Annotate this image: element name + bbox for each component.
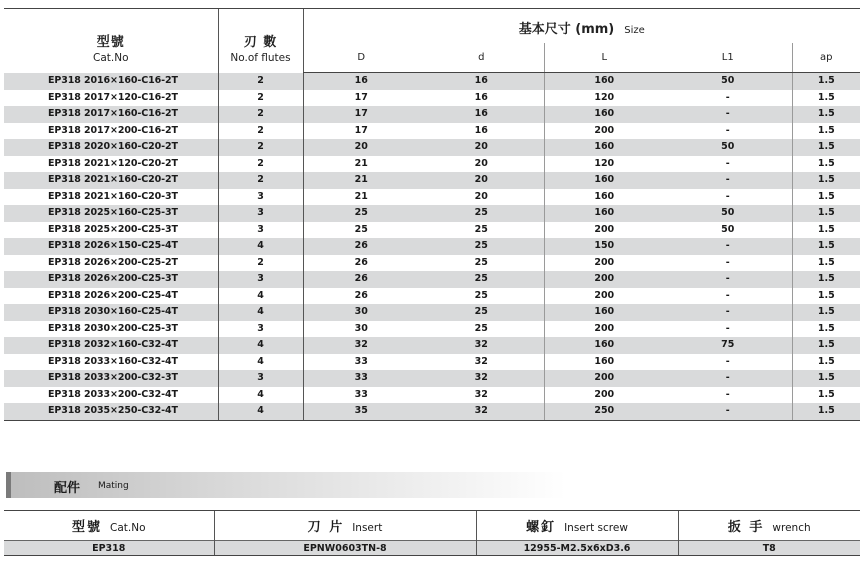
table-row	[4, 205, 860, 222]
d-cell: 32	[474, 355, 488, 367]
L1-cell: -	[725, 355, 730, 367]
cat-no-cell: EP318 2030×160-C25-4T	[4, 304, 218, 321]
table-row	[4, 73, 860, 90]
L-cell: 200	[544, 255, 664, 272]
table-row	[4, 238, 860, 255]
flutes-cell: 4	[218, 387, 303, 404]
L1-cell: -	[725, 157, 730, 169]
ap-cell: 1.5	[792, 238, 860, 255]
cat-no-cell: EP318 2033×160-C32-4T	[48, 355, 178, 367]
ap-cell: 1.5	[792, 106, 860, 123]
L1-cell: -	[664, 106, 792, 123]
L1-cell: 50	[664, 139, 792, 156]
flutes-cell: 4	[218, 354, 303, 371]
L1-cell: -	[725, 388, 730, 400]
L-cell: 160	[544, 337, 664, 354]
D-cell: 33	[303, 387, 419, 404]
ap-cell: 1.5	[792, 304, 860, 321]
mating-header-insert: 刀 片 Insert	[214, 511, 476, 541]
d-cell: 20	[419, 139, 544, 156]
d-cell: 25	[419, 238, 544, 255]
L-cell: 160	[544, 205, 664, 222]
table-row	[4, 156, 860, 173]
cat-no-cell: EP318 2021×120-C20-2T	[48, 157, 178, 169]
D-cell: 21	[303, 172, 419, 189]
ap-cell: 1.5	[792, 205, 860, 222]
mating-cat-cell: EP318	[4, 541, 214, 556]
table-row	[4, 172, 860, 189]
D-cell: 20	[303, 139, 419, 156]
mating-title: 配件	[54, 481, 81, 496]
L-cell: 200	[544, 321, 664, 338]
table-row	[4, 106, 860, 123]
ap-cell: 1.5	[792, 321, 860, 338]
flutes-cell: 4	[218, 288, 303, 305]
cat-no-cell: EP318 2033×200-C32-3T	[4, 370, 218, 387]
D-cell: 25	[303, 205, 419, 222]
d-cell: 32	[419, 370, 544, 387]
D-cell: 32	[303, 337, 419, 354]
L1-cell: 50	[664, 205, 792, 222]
cat-no-cell: EP318 2016×160-C16-2T	[4, 73, 218, 90]
cat-no-cell: EP318 2021×160-C20-3T	[48, 190, 178, 202]
table-row	[4, 288, 860, 305]
cat-no-cell: EP318 2035×250-C32-4T	[4, 403, 218, 420]
D-cell: 30	[303, 321, 419, 338]
ap-cell: 1.5	[792, 90, 860, 107]
ap-cell: 1.5	[792, 172, 860, 189]
cat-no-cell: EP318 2030×200-C25-3T	[48, 322, 178, 334]
ap-cell: 1.5	[792, 222, 860, 239]
table-row	[4, 90, 860, 107]
flutes-cell: 4	[218, 337, 303, 354]
L-cell: 120	[544, 156, 664, 173]
cat-no-header: 型號 Cat.No	[4, 9, 218, 73]
L1-cell: -	[664, 238, 792, 255]
ap-cell: 1.5	[792, 337, 860, 354]
L1-cell: -	[664, 271, 792, 288]
L-cell: 200	[544, 222, 664, 239]
size-header: 基本尺寸 (mm) Size	[303, 9, 860, 43]
L-cell: 160	[544, 354, 664, 371]
cat-no-cell: EP318 2025×160-C25-3T	[4, 205, 218, 222]
d-cell: 25	[419, 205, 544, 222]
mating-title-en: Mating	[98, 481, 129, 491]
table-row	[4, 189, 860, 206]
specification-table	[4, 8, 860, 421]
table-row	[4, 123, 860, 140]
D-cell: 26	[303, 271, 419, 288]
d-cell: 32	[419, 403, 544, 420]
d-cell: 25	[474, 322, 488, 334]
flutes-cell: 2	[218, 172, 303, 189]
D-cell: 33	[303, 370, 419, 387]
ap-cell: 1.5	[792, 255, 860, 272]
table-row	[4, 304, 860, 321]
flutes-cell: 2	[218, 255, 303, 272]
col-L-header: L	[544, 43, 664, 73]
col-L1-header: L1	[664, 43, 792, 73]
ap-cell: 1.5	[792, 123, 860, 140]
L-cell: 160	[544, 73, 664, 90]
L-cell: 120	[544, 90, 664, 107]
ap-cell: 1.5	[792, 139, 860, 156]
mating-header-wrench: 扳 手 wrench	[678, 511, 860, 541]
d-cell: 16	[474, 124, 488, 136]
ap-cell: 1.5	[792, 387, 860, 404]
D-cell: 17	[303, 123, 419, 140]
L1-cell: -	[725, 322, 730, 334]
d-cell: 16	[474, 91, 488, 103]
flutes-cell: 2	[218, 90, 303, 107]
mating-row	[4, 541, 860, 556]
L-cell: 200	[544, 387, 664, 404]
D-cell: 30	[303, 304, 419, 321]
d-cell: 32	[474, 388, 488, 400]
mating-header-screw: 螺釘 Insert screw	[476, 511, 678, 541]
d-cell: 20	[474, 190, 488, 202]
table-row	[4, 370, 860, 387]
col-D-header: D	[303, 43, 419, 73]
L1-cell: -	[725, 190, 730, 202]
cat-no-cell: EP318 2017×120-C16-2T	[48, 91, 178, 103]
table-row	[4, 337, 860, 354]
d-cell: 25	[474, 223, 488, 235]
cat-no-cell: EP318 2032×160-C32-4T	[4, 337, 218, 354]
mating-section-bar	[6, 472, 566, 498]
col-d-header: d	[419, 43, 544, 73]
flutes-cell: 4	[218, 403, 303, 420]
L-cell: 150	[544, 238, 664, 255]
D-cell: 26	[303, 238, 419, 255]
d-cell: 25	[419, 304, 544, 321]
cat-no-cell: EP318 2021×160-C20-2T	[4, 172, 218, 189]
D-cell: 35	[303, 403, 419, 420]
d-cell: 20	[474, 157, 488, 169]
L1-cell: 50	[721, 223, 735, 235]
d-cell: 16	[419, 106, 544, 123]
L-cell: 200	[544, 370, 664, 387]
mating-header-cat: 型號 Cat.No	[4, 511, 214, 541]
L-cell: 160	[544, 304, 664, 321]
flutes-cell: 3	[218, 222, 303, 239]
D-cell: 26	[303, 255, 419, 272]
mating-wrench-cell: T8	[678, 541, 860, 556]
L1-cell: 50	[664, 73, 792, 90]
cat-no-cell: EP318 2026×200-C25-3T	[4, 271, 218, 288]
D-cell: 25	[303, 222, 419, 239]
D-cell: 33	[303, 354, 419, 371]
d-cell: 25	[419, 271, 544, 288]
L1-cell: -	[725, 289, 730, 301]
table-row	[4, 222, 860, 239]
mating-table	[4, 510, 860, 556]
table-row	[4, 387, 860, 404]
cat-no-cell: EP318 2033×200-C32-4T	[48, 388, 178, 400]
L-cell: 160	[544, 106, 664, 123]
flutes-header: 刃 數 No.of flutes	[218, 9, 303, 73]
L1-cell: 75	[664, 337, 792, 354]
table-row	[4, 354, 860, 371]
L-cell: 250	[544, 403, 664, 420]
spec-rows	[4, 73, 860, 421]
flutes-cell: 4	[218, 304, 303, 321]
cat-no-cell: EP318 2025×200-C25-3T	[48, 223, 178, 235]
table-row	[4, 255, 860, 272]
L-cell: 160	[544, 189, 664, 206]
cat-no-cell: EP318 2020×160-C20-2T	[4, 139, 218, 156]
ap-cell: 1.5	[792, 271, 860, 288]
L1-cell: -	[664, 304, 792, 321]
flutes-cell: 2	[218, 139, 303, 156]
L1-cell: -	[725, 91, 730, 103]
section-bar-edge	[6, 472, 11, 498]
table-row	[4, 321, 860, 338]
flutes-cell: 2	[218, 123, 303, 140]
mating-insert-cell: EPNW0603TN-8	[214, 541, 476, 556]
flutes-cell: 2	[218, 73, 303, 90]
L1-cell: -	[664, 403, 792, 420]
cat-no-cell: EP318 2017×200-C16-2T	[48, 124, 178, 136]
D-cell: 21	[303, 189, 419, 206]
L1-cell: -	[664, 172, 792, 189]
flutes-cell: 3	[218, 205, 303, 222]
table-row	[4, 403, 860, 420]
col-ap-header: ap	[792, 43, 860, 73]
ap-cell: 1.5	[792, 370, 860, 387]
L1-cell: -	[664, 370, 792, 387]
d-cell: 25	[474, 289, 488, 301]
d-cell: 16	[419, 73, 544, 90]
D-cell: 17	[303, 90, 419, 107]
flutes-cell: 3	[218, 189, 303, 206]
flutes-cell: 4	[218, 238, 303, 255]
L-cell: 200	[544, 288, 664, 305]
L1-cell: -	[725, 124, 730, 136]
L-cell: 160	[544, 139, 664, 156]
table-row	[4, 139, 860, 156]
D-cell: 17	[303, 106, 419, 123]
cat-no-cell: EP318 2017×160-C16-2T	[4, 106, 218, 123]
flutes-cell: 3	[218, 271, 303, 288]
flutes-cell: 2	[218, 156, 303, 173]
ap-cell: 1.5	[792, 189, 860, 206]
d-cell: 32	[419, 337, 544, 354]
cat-no-cell: EP318 2026×150-C25-4T	[4, 238, 218, 255]
table-row	[4, 271, 860, 288]
cat-no-cell: EP318 2026×200-C25-2T	[48, 256, 178, 268]
d-cell: 25	[474, 256, 488, 268]
L-cell: 160	[544, 172, 664, 189]
L1-cell: -	[725, 256, 730, 268]
flutes-cell: 2	[218, 106, 303, 123]
ap-cell: 1.5	[792, 156, 860, 173]
ap-cell: 1.5	[792, 403, 860, 420]
flutes-cell: 3	[218, 321, 303, 338]
cat-no-cell: EP318 2026×200-C25-4T	[48, 289, 178, 301]
D-cell: 21	[303, 156, 419, 173]
ap-cell: 1.5	[792, 73, 860, 90]
ap-cell: 1.5	[792, 354, 860, 371]
D-cell: 16	[303, 73, 419, 90]
flutes-cell: 3	[218, 370, 303, 387]
D-cell: 26	[303, 288, 419, 305]
ap-cell: 1.5	[792, 288, 860, 305]
L-cell: 200	[544, 123, 664, 140]
d-cell: 20	[419, 172, 544, 189]
mating-screw-cell: 12955-M2.5x6xD3.6	[476, 541, 678, 556]
L-cell: 200	[544, 271, 664, 288]
